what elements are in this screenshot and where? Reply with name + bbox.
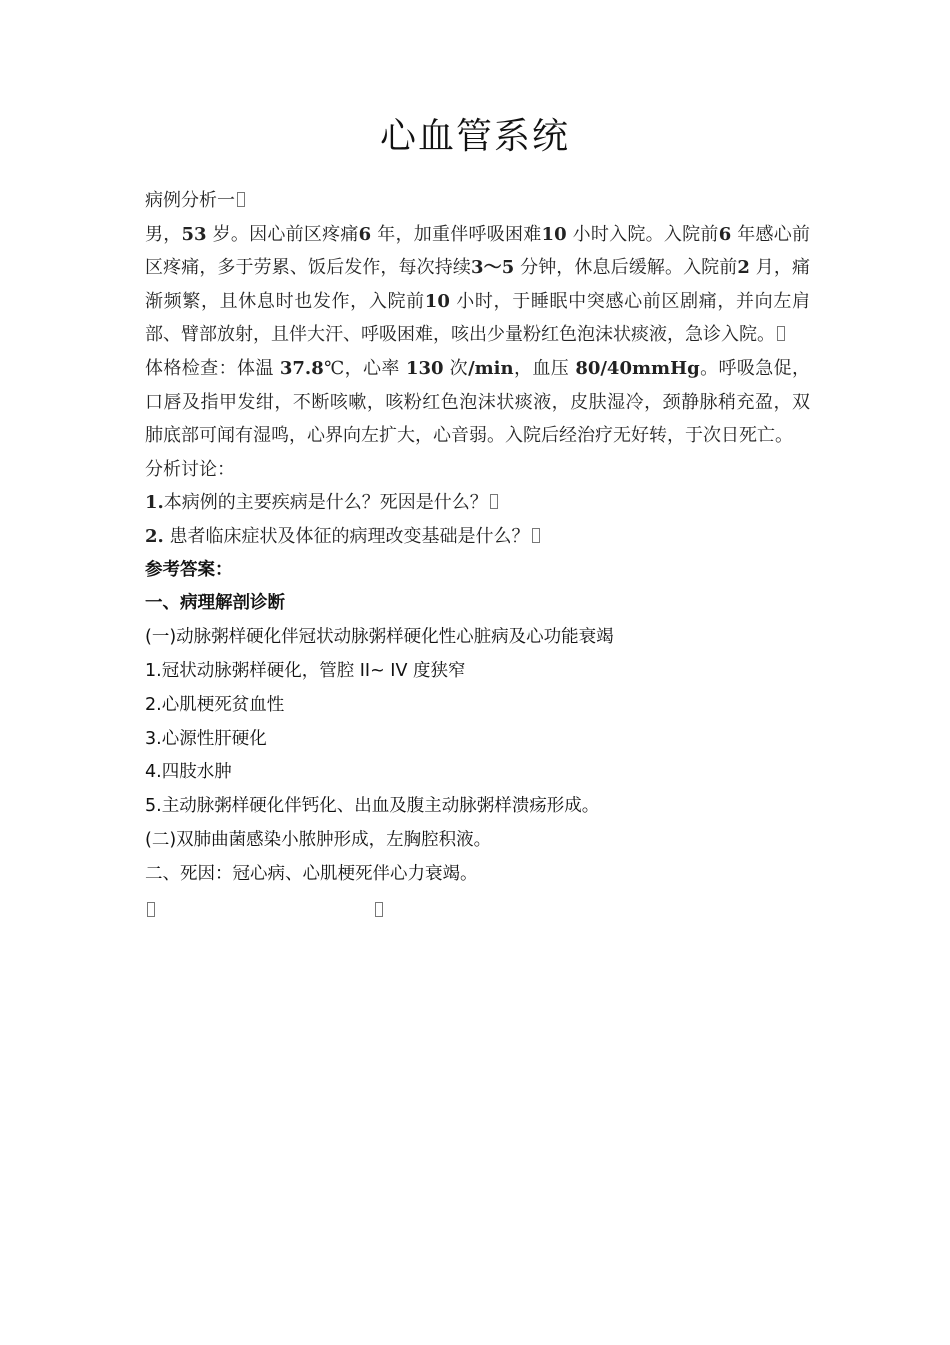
history-text: 月，痛渐频繁，且休息时也发作，入院前 bbox=[145, 257, 810, 312]
paragraph-mark-icon bbox=[147, 902, 155, 917]
answers-heading: 参考答案： bbox=[145, 559, 233, 580]
history-text: 年，加重伴呼吸困难 bbox=[377, 223, 542, 245]
history-value: 6 bbox=[358, 223, 372, 245]
history-value: 53 bbox=[181, 223, 207, 245]
document-title: 心血管系统 bbox=[379, 116, 570, 157]
question-number: 2. bbox=[145, 525, 164, 547]
exam-value: 37.8 bbox=[279, 357, 324, 379]
question-1 bbox=[145, 486, 810, 520]
history-text: 年感心前区疼痛，多于劳累、饭后发作，每次持续 bbox=[145, 223, 810, 279]
exam-value: 80/40mmHg bbox=[575, 357, 700, 379]
case-history bbox=[145, 218, 810, 352]
question-text: 患者临床症状及体征的病理改变基础是什么？ bbox=[163, 525, 530, 547]
answers-subsection-1: (一)动脉粥样硬化伴冠状动脉粥样硬化性心脏病及心功能衰竭 bbox=[145, 627, 614, 648]
exam-text: 。呼吸急促，口唇及指甲发绀，不断咳嗽，咳粉红色泡沫状痰液，皮肤湿冷，颈静脉稍充盈，双肺底部可闻有湿鸣，心界向左扩大，心音弱。入院后经治疗无好转，于次日死亡。 bbox=[145, 357, 811, 447]
answers-subsection-2: (二)双肺曲菌感染小脓肿形成，左胸腔积液。 bbox=[145, 829, 492, 850]
answer-item: 3.心源性肝硬化 bbox=[145, 728, 267, 749]
exam-text: ℃，心率 bbox=[323, 357, 400, 379]
history-text: 男， bbox=[145, 223, 182, 245]
answer-item: 4.四肢水肿 bbox=[145, 762, 232, 783]
discussion-heading: 分析讨论： bbox=[145, 458, 235, 480]
history-value: 2 bbox=[737, 257, 750, 279]
trailing-marks bbox=[145, 892, 810, 926]
exam-text: 体格检查：体温 bbox=[145, 357, 274, 379]
history-text: 小时，于睡眠中突感心前区剧痛，并向左肩部、臂部放射，且伴大汗、呼吸困难，咳出少量粉红色泡沫状痰液，急诊入院。 bbox=[145, 290, 810, 346]
paragraph-mark-icon bbox=[777, 326, 785, 341]
case-heading-text: 病例分析一 bbox=[145, 190, 235, 211]
document-body bbox=[145, 184, 810, 926]
paragraph-mark-icon bbox=[375, 902, 383, 917]
physical-exam bbox=[145, 352, 810, 453]
answer-item: 1.冠状动脉粥样硬化，管腔 II~ IV 度狭窄 bbox=[145, 660, 466, 681]
history-text: 分钟，休息后缓解。入院前 bbox=[520, 257, 738, 279]
question-text: 本病例的主要疾病是什么？死因是什么？ bbox=[163, 492, 488, 514]
history-text: 小时入院。入院前 bbox=[572, 223, 719, 245]
answers-section-1: 一、病理解剖诊断 bbox=[145, 593, 285, 614]
history-value: 3～5 bbox=[470, 257, 515, 279]
exam-value: 130 bbox=[405, 357, 444, 379]
answer-item: 2.心肌梗死贫血性 bbox=[145, 694, 285, 715]
question-2 bbox=[145, 520, 810, 554]
case-heading bbox=[145, 184, 810, 218]
paragraph-mark-icon bbox=[237, 192, 245, 207]
exam-text: 次 bbox=[449, 357, 469, 379]
answers-section-2: 二、死因：冠心病、心肌梗死伴心力衰竭。 bbox=[145, 863, 478, 884]
exam-text: ，血压 bbox=[513, 357, 570, 379]
history-value: 10 bbox=[424, 290, 450, 312]
question-number: 1. bbox=[145, 492, 164, 514]
answer-item: 5.主动脉粥样硬化伴钙化、出血及腹主动脉粥样溃疡形成。 bbox=[145, 796, 600, 817]
history-value: 6 bbox=[718, 223, 732, 245]
exam-value: /min bbox=[468, 357, 514, 379]
paragraph-mark-icon bbox=[490, 494, 498, 509]
history-value: 10 bbox=[541, 223, 567, 245]
paragraph-mark-icon bbox=[532, 528, 540, 543]
history-text: 岁。因心前区疼痛 bbox=[212, 223, 359, 245]
